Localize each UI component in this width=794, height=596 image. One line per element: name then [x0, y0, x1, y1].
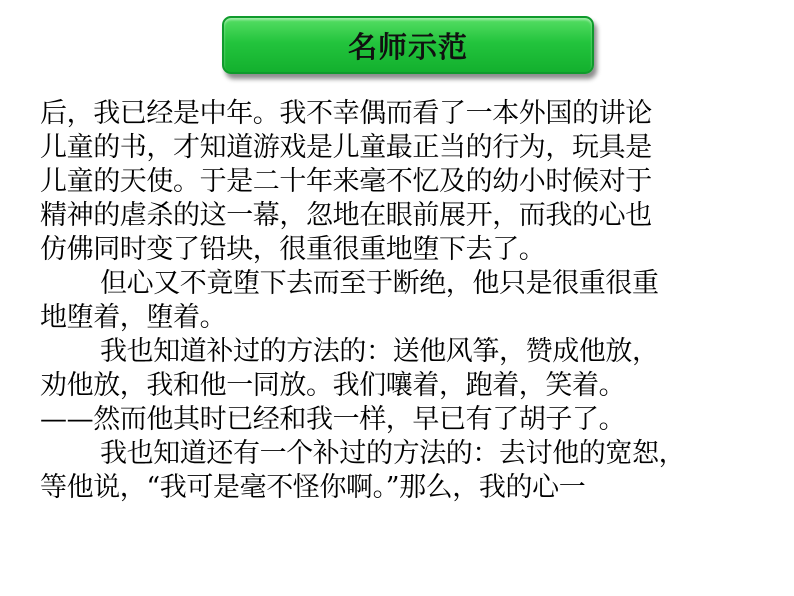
passage-line: 儿童的天使。于是二十年来毫不忆及的幼小时候对于 [40, 166, 652, 197]
passage-line: 我也知道还有一个补过的方法的：去讨他的宽恕， [100, 438, 686, 469]
passage-line: 地堕着，堕着。 [40, 302, 227, 333]
passage-text [40, 97, 780, 505]
passage-line: 等他说，“我可是毫不怪你啊。”那么，我的心一 [40, 472, 586, 503]
section-title: 名师示范 [347, 29, 468, 64]
passage-line: 仿佛同时变了铅块，很重很重地堕下去了。 [40, 234, 546, 265]
section-title-banner [222, 16, 594, 74]
passage-line: ——然而他其时已经和我一样，早已有了胡子了。 [40, 404, 626, 435]
passage-line: 后，我已经是中年。我不幸偶而看了一本外国的讲论 [40, 98, 652, 129]
passage-line: 劝他放，我和他一同放。我们嚷着，跑着，笑着。 [40, 370, 626, 401]
passage-line: 精神的虐杀的这一幕，忽地在眼前展开，而我的心也 [40, 200, 652, 231]
passage-line: 我也知道补过的方法的：送他风筝，赞成他放， [100, 336, 659, 367]
passage-line: 但心又不竟堕下去而至于断绝，他只是很重很重 [100, 268, 659, 299]
passage-line: 儿童的书，才知道游戏是儿童最正当的行为，玩具是 [40, 132, 652, 163]
